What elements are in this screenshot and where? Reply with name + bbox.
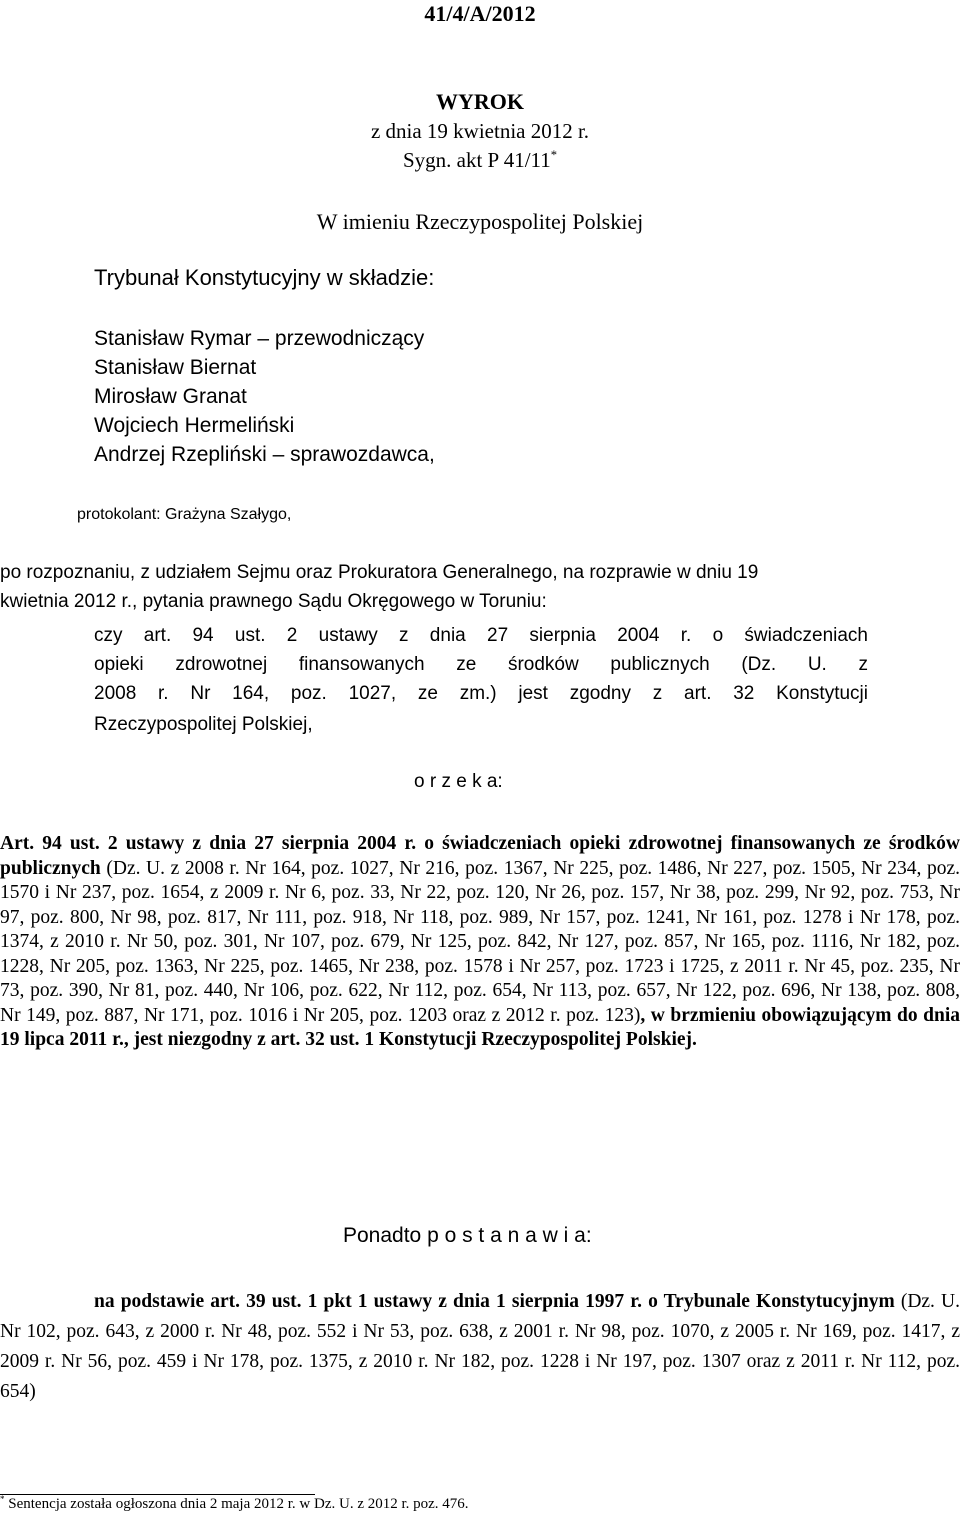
ruling-date: z dnia 19 kwietnia 2012 r.: [370, 119, 590, 143]
judge-line: Wojciech Hermeliński: [94, 414, 295, 437]
legal-question-line: czy art. 94 ust. 2 ustawy z dnia 27 sierpnia 2004 r. o świadczeniach: [94, 625, 868, 646]
document-title: WYROK: [436, 89, 524, 114]
judge-line: Stanisław Biernat: [94, 356, 257, 379]
judge-line: Stanisław Rymar – przewodniczący: [94, 327, 425, 350]
procedure-line: kwietnia 2012 r., pytania prawnego Sądu Okręgowego w Toruniu:: [0, 591, 547, 612]
decision-heading: Ponadto p o s t a n a w i a:: [343, 1224, 592, 1247]
decision-text: [0, 1287, 960, 1407]
ruling-text-citations: (Dz. U. z 2008 r. Nr 164, poz. 1027, Nr 216, poz. 1367, Nr 225, poz. 1486, Nr 227, poz. 1505, Nr 234, poz. 1570 i Nr 237, poz. 1654, z 2009 r. Nr 6, poz. 33, Nr 22, poz. 120, Nr 26, poz. 157, Nr 38, poz. 299, Nr 92, poz. 753, Nr 97, poz. 800, Nr 98, poz. 817, Nr 111, poz. 918, Nr 118, poz. 989, Nr 157, poz. 1241, Nr 161, poz. 1278 i Nr 178, poz. 1374, z 2010 r. Nr 50, poz. 301, Nr 107, poz. 679, Nr 125, poz. 842, Nr 127, poz. 857, Nr 165, poz. 1116, Nr 182, poz. 1228, Nr 205, poz. 1363, Nr 225, poz. 1465, Nr 238, poz. 1578 i Nr 257, poz. 1723 i 1725, z 2011 r. Nr 45, poz. 235, Nr 73, poz. 390, Nr 81, poz. 440, Nr 106, poz. 622, Nr 112, poz. 654, Nr 113, poz. 657, Nr 122, poz. 696, Nr 138, poz. 808, Nr 149, poz. 887, Nr 171, poz. 1016 i Nr 205, poz. 1203 oraz z 2012 r. poz. 123): [0, 857, 960, 1026]
footnote-separator: [0, 1494, 315, 1495]
ruling-heading: o r z e k a:: [414, 771, 503, 792]
footnote-text: Sentencja została ogłoszona dnia 2 maja 2012 r. w Dz. U. z 2012 r. poz. 476.: [4, 1496, 469, 1512]
legal-question-line: Rzeczypospolitej Polskiej,: [94, 714, 313, 735]
judge-line: Andrzej Rzepliński – sprawozdawca,: [94, 443, 435, 466]
footnote-marker: *: [0, 1494, 5, 1504]
ruling-text-conclusion: , w brzmieniu obowiązującym do dnia 19 lipca 2011 r., jest niezgodny z art. 32 ust. 1 Konstytucji Rzeczypospolitej Polskiej.: [0, 1004, 960, 1050]
ruling-text-bold: Art. 94 ust. 2 ustawy z dnia 27 sierpnia 2004 r. o świadczeniach opieki zdrowotnej finansowanych ze środków publicznych: [0, 833, 960, 879]
clerk-line: protokolant: Grażyna Szałygo,: [77, 506, 292, 523]
decision-text-citations: (Dz. U. Nr 102, poz. 643, z 2000 r. Nr 48, poz. 552 i Nr 53, poz. 638, z 2001 r. Nr 98, poz. 1070, z 2005 r. Nr 169, poz. 1417, z 2009 r. Nr 56, poz. 459 i Nr 178, poz. 1375, z 2010 r. Nr 182, poz. 1228 i Nr 197, poz. 1307 oraz z 2011 r. Nr 112, poz. 654): [0, 1291, 960, 1402]
document-reference: 41/4/A/2012: [424, 1, 536, 26]
invocation: W imieniu Rzeczypospolitej Polskiej: [316, 209, 644, 234]
judge-line: Mirosław Granat: [94, 385, 247, 408]
legal-question-line: opieki zdrowotnej finansowanych ze środków publicznych (Dz. U. z: [94, 654, 868, 675]
ruling-text: [0, 832, 960, 1053]
legal-question-line: 2008 r. Nr 164, poz. 1027, ze zm.) jest zgodny z art. 32 Konstytucji: [94, 683, 868, 704]
footnote-marker: *: [550, 148, 558, 162]
decision-text-bold: na podstawie art. 39 ust. 1 pkt 1 ustawy z dnia 1 sierpnia 1997 r. o Trybunale Konstytucyjnym: [94, 1291, 895, 1312]
case-number: [0, 150, 960, 171]
case-number-text: Sygn. akt P 41/11: [402, 148, 551, 172]
procedure-line: po rozpoznaniu, z udziałem Sejmu oraz Prokuratora Generalnego, na rozprawie w dniu 19: [0, 562, 759, 583]
composition-intro: Trybunał Konstytucyjny w składzie:: [94, 265, 435, 290]
footnote: [0, 1494, 469, 1512]
